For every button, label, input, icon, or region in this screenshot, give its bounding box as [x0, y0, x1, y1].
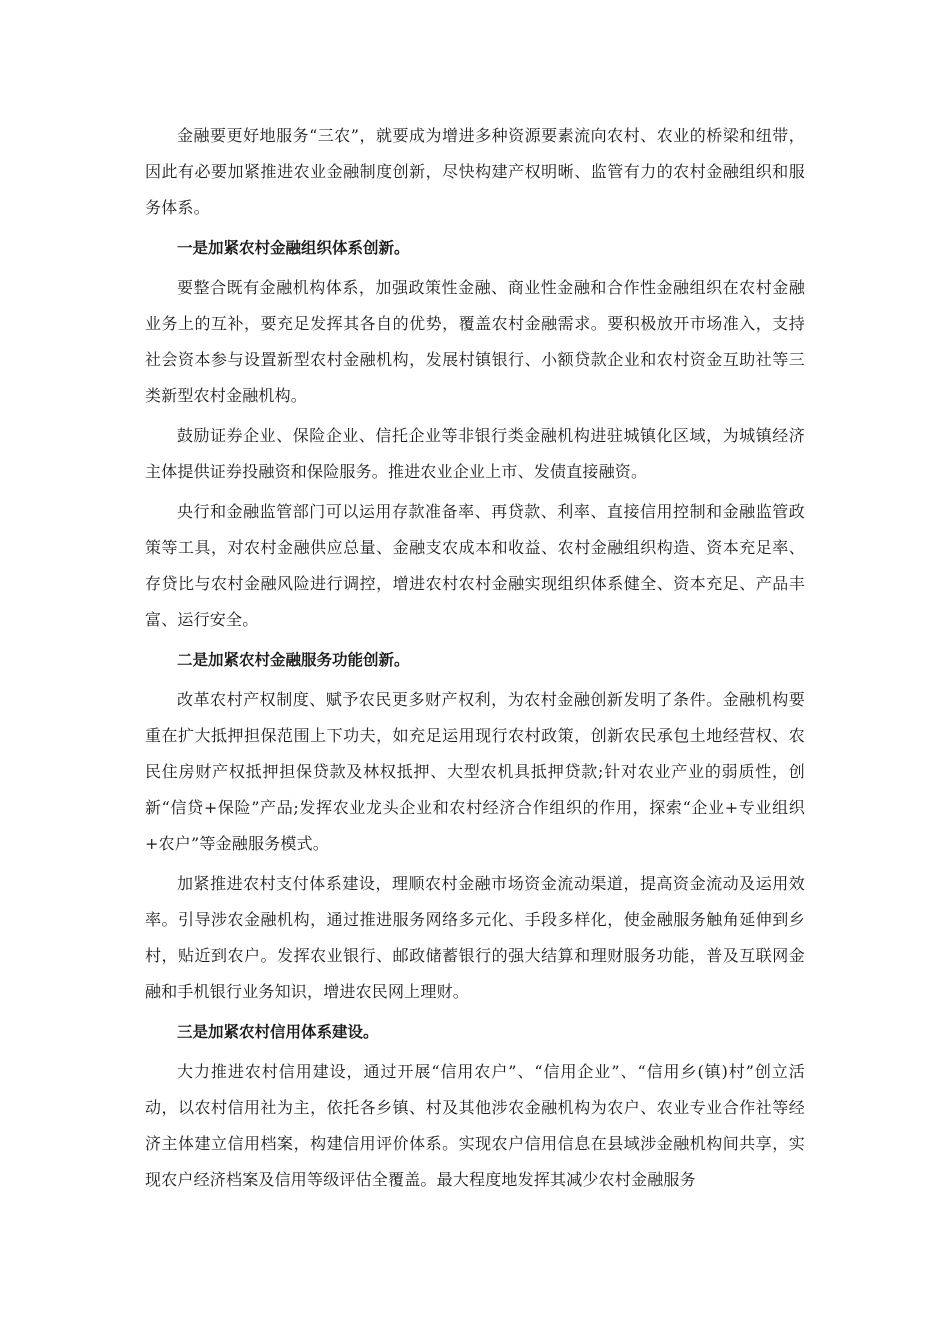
paragraph: 鼓励证券企业、保险企业、信托企业等非银行类金融机构进驻城镇化区域，为城镇经济主体提供证券投融资和保险服务。推进农业企业上市、发债直接融资。: [145, 426, 805, 481]
section-heading-3: 三是加紧农村信用体系建设。: [177, 1023, 379, 1041]
paragraph: 改革农村产权制度、赋予农民更多财产权利，为农村金融创新发明了条件。金融机构要重在扩大抵押担保范围上下功夫，如充足运用现行农村政策，创新农民承包土地经营权、农民住房财产权抵押担保贷款及林权抵押、大型农机具抵押贷款;针对农业产业的弱质性，创新“信贷+保险”产品;发挥农业龙头企业和农村经济合作组织的作用，探索“企业+专业组织+农户”等金融服务模式。: [145, 690, 805, 853]
paragraph-intro: 金融要更好地服务“三农”，就要成为增进多种资源要素流向农村、农业的桥梁和纽带，因此有必要加紧推进农业金融制度创新，尽快构建产权明晰、监管有力的农村金融组织和服务体系。: [145, 126, 805, 217]
paragraph: 央行和金融监管部门可以运用存款准备率、再贷款、利率、直接信用控制和金融监管政策等工具，对农村金融供应总量、金融支农成本和收益、农村金融组织构造、资本充足率、存贷比与农村金融风险进行调控，增进农村农村金融实现组织体系健全、资本充足、产品丰富、运行安全。: [145, 502, 805, 629]
section-heading-2: 二是加紧农村金融服务功能创新。: [177, 651, 410, 669]
document-page: [145, 118, 805, 1202]
paragraph: 要整合既有金融机构体系，加强政策性金融、商业性金融和合作性金融组织在农村金融业务上的互补，要充足发挥其各自的优势，覆盖农村金融需求。要积极放开市场准入，支持社会资本参与设置新型农村金融机构，发展村镇银行、小额贷款企业和农村资金互助社等三类新型农村金融机构。: [145, 278, 805, 405]
paragraph: 大力推进农村信用建设，通过开展“信用农户”、“信用企业”、“信用乡(镇)村”创立活动，以农村信用社为主，依托各乡镇、村及其他涉农金融机构为农户、农业专业合作社等经济主体建立信用档案，构建信用评价体系。实现农户信用信息在县域涉金融机构间共享，实现农户经济档案及信用等级评估全覆盖。最大程度地发挥其减少农村金融服务: [145, 1062, 805, 1189]
paragraph: 加紧推进农村支付体系建设，理顺农村金融市场资金流动渠道，提高资金流动及运用效率。引导涉农金融机构，通过推进服务网络多元化、手段多样化，使金融服务触角延伸到乡村，贴近到农户。发挥农业银行、邮政储蓄银行的强大结算和理财服务功能，普及互联网金融和手机银行业务知识，增进农民网上理财。: [145, 874, 805, 1001]
section-heading-1: 一是加紧农村金融组织体系创新。: [177, 239, 410, 257]
